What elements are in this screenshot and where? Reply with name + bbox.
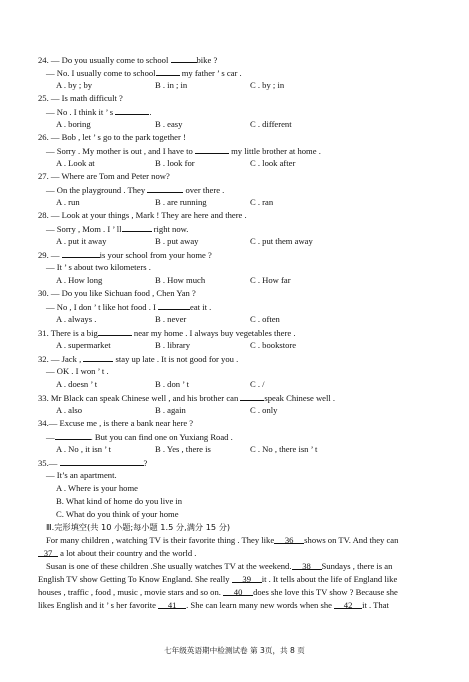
option-a: A . put it away: [56, 236, 107, 246]
option-b: B . look for: [155, 158, 195, 168]
option-a: A . by ; by: [56, 80, 93, 90]
option-b: B . Yes , there is: [155, 444, 211, 454]
question-27: 27. — Where are Tom and Peter now?: [38, 171, 170, 181]
option-a: A . always .: [56, 314, 97, 324]
passage-line: likes English and it ’ s her favorite 41 . She can learn many new words when she 42 it . That: [38, 600, 389, 610]
option-c: C . by ; in: [250, 80, 285, 90]
option-c: C . look after: [250, 158, 296, 168]
option-a: A . supermarket: [56, 340, 111, 350]
question-32-line2: — OK . I won ’ t .: [46, 366, 109, 376]
option-b: B . never: [155, 314, 187, 324]
section-heading: Ⅲ.完形填空(共 10 小题;每小题 1.5 分,满分 15 分): [46, 522, 231, 532]
question-34: 34.— Excuse me , is there a bank near here ?: [38, 418, 194, 428]
option-a: A . Where is your home: [56, 483, 138, 493]
option-a: A . No , it isn ’ t: [56, 444, 111, 454]
question-26-line2: — Sorry . My mother is out , and I have to my little brother at home .: [46, 146, 321, 156]
question-29: 29. — is your school from your home ?: [38, 250, 212, 260]
question-26: 26. — Bob , let ’ s go to the park together !: [38, 132, 186, 142]
option-b: B . library: [155, 340, 191, 350]
question-28-line2: — Sorry , Mom . I ’ ll right now.: [46, 224, 189, 234]
question-35-line2: — It’s an apartment.: [46, 470, 117, 480]
question-32: 32. — Jack , stay up late . It is not good for you .: [38, 354, 239, 364]
question-25-line2: — No . I think it ’ s .: [46, 107, 152, 117]
option-c: C . only: [250, 405, 278, 415]
question-34-line2: — . But you can find one on Yuxiang Road .: [46, 432, 233, 442]
passage-line: 37 a lot about their country and the world .: [38, 548, 196, 559]
option-c: C. What do you think of your home: [56, 509, 179, 519]
question-30: 30. — Do you like Sichuan food , Chen Yan ?: [38, 288, 196, 298]
question-24: 24. — Do you usually come to school bike ?: [38, 55, 218, 65]
passage-line: English TV show Getting To Know England. She really 39 it . It tells about the life of England like: [38, 574, 398, 584]
option-b: B . again: [155, 405, 186, 415]
option-a: A . run: [56, 197, 80, 207]
option-a: A . Look at: [56, 158, 95, 168]
question-33: 33. Mr Black can speak Chinese well , and his brother can speak Chinese well .: [38, 393, 336, 403]
option-b: B. What kind of home do you live in: [56, 496, 183, 506]
question-31: 31. There is a big near my home . I always buy vegetables there .: [38, 328, 296, 338]
question-24-line2: — No. I usually come to school my father ’ s car .: [46, 68, 242, 78]
option-c: C . often: [250, 314, 280, 324]
question-29-line2: — It ’ s about two kilometers .: [46, 262, 151, 272]
option-b: B . put away: [155, 236, 199, 246]
option-b: B . easy: [155, 119, 183, 129]
question-28: 28. — Look at your things , Mark ! They are here and there .: [38, 210, 247, 220]
question-25: 25. — Is math difficult ?: [38, 93, 123, 103]
option-a: A . doesn ’ t: [56, 379, 98, 389]
option-c: C . put them away: [250, 236, 313, 246]
option-c: C . bookstore: [250, 340, 297, 350]
option-a: A . also: [56, 405, 83, 415]
passage-line: houses , traffic , food , music , movie stars and so on. 40 does she love this TV show ? Because she: [38, 587, 398, 597]
question-27-line2: — On the playground . They over there .: [46, 185, 225, 195]
option-c: C . /: [250, 379, 265, 389]
question-30-line2: — No , I don ’ t like hot food . I eat it .: [46, 302, 212, 312]
option-b: B . How much: [155, 275, 206, 285]
option-b: B . are running: [155, 197, 207, 207]
option-b: B . don ’ t: [155, 379, 189, 389]
option-c: C . different: [250, 119, 292, 129]
option-c: C . How far: [250, 275, 291, 285]
page-footer: 七年级英语期中检测试卷 第 3页，共 8 页: [164, 646, 305, 655]
passage-line: Susan is one of these children .She usually watches TV at the weekend. 38 Sundays , there is an: [46, 561, 393, 571]
passage-line: For many children , watching TV is their favorite thing . They like 36 shows on TV. And they can: [46, 535, 399, 545]
option-c: C . ran: [250, 197, 274, 207]
option-b: B . in ; in: [155, 80, 188, 90]
option-c: C . No , there isn ’ t: [250, 444, 318, 454]
option-a: A . boring: [56, 119, 91, 129]
option-a: A . How long: [56, 275, 103, 285]
question-35: 35.— ?: [38, 458, 148, 468]
